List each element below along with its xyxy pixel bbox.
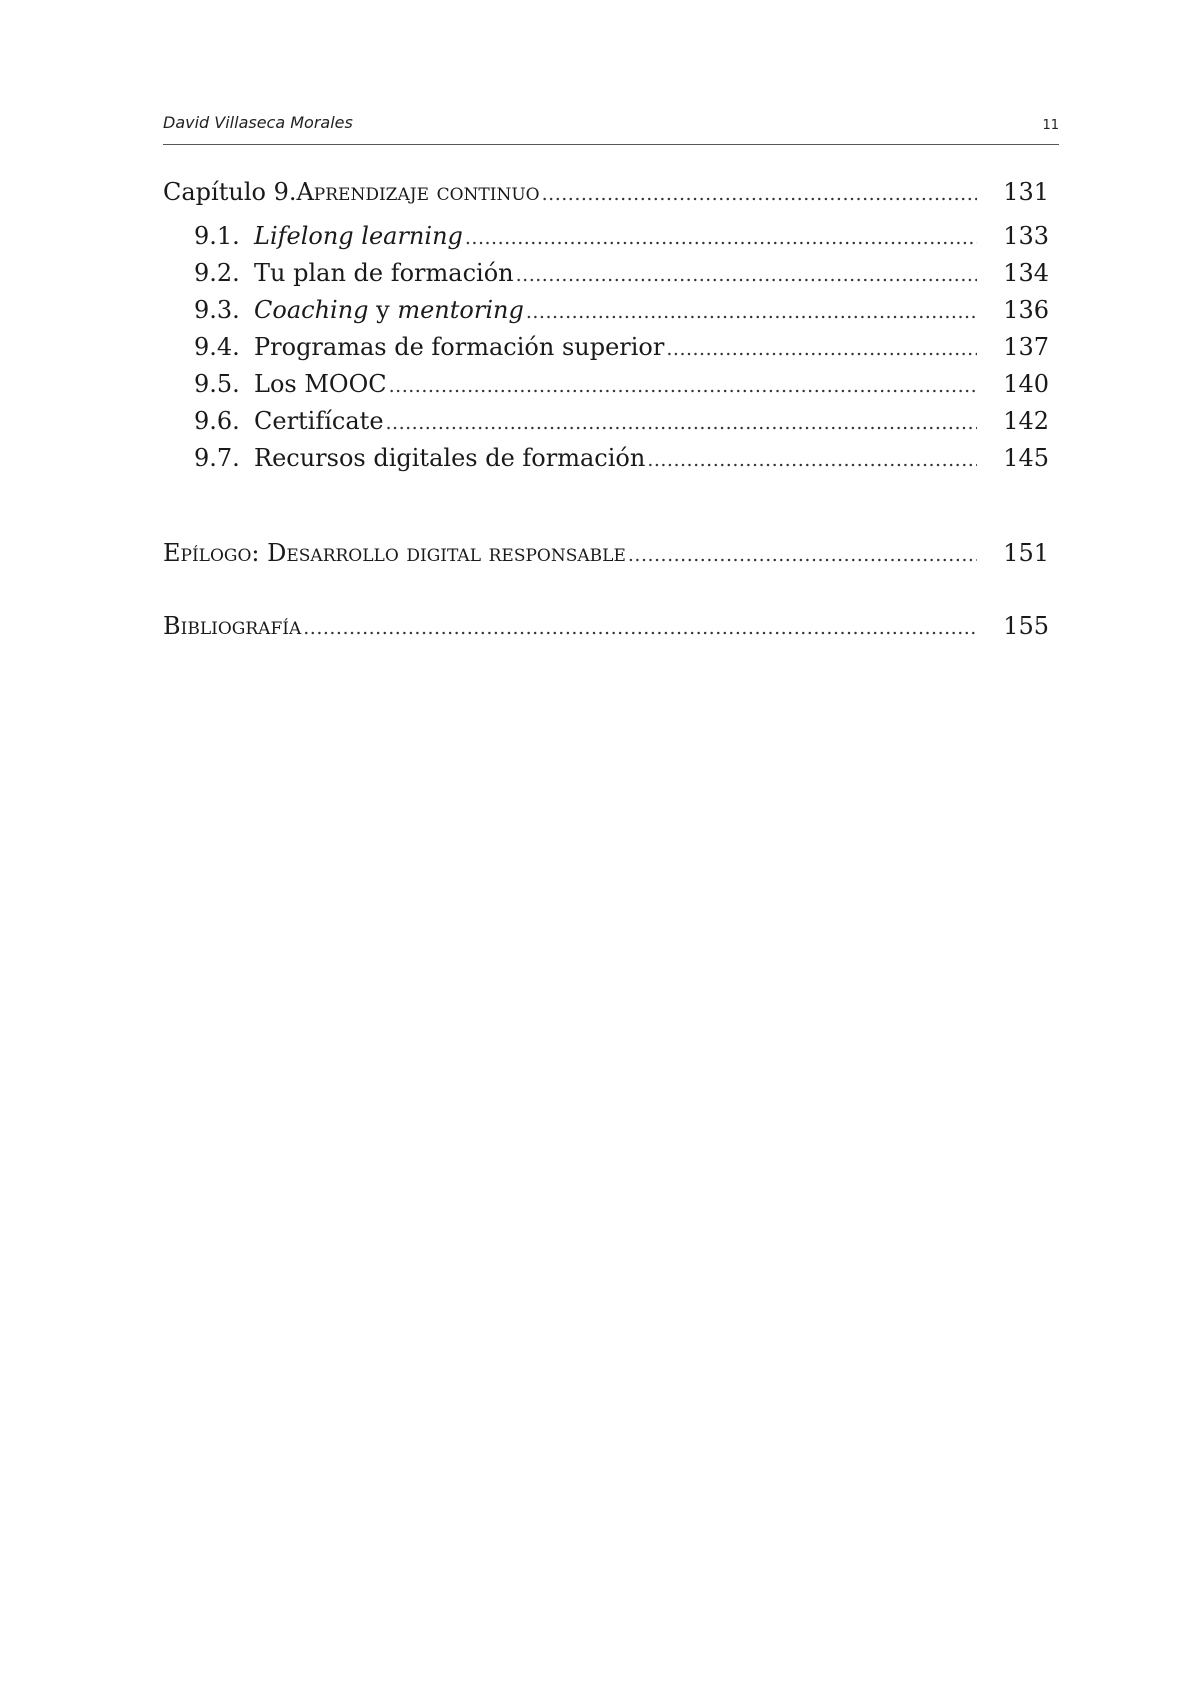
toc-section-title-part: mentoring [397, 296, 524, 324]
toc-page-number: 142 [1003, 407, 1049, 435]
toc-section-title-part: Coaching [254, 296, 369, 324]
toc-bibliography-title: Bibliografía [163, 612, 302, 640]
dot-leader [666, 338, 977, 360]
toc-page-number: 145 [1003, 444, 1049, 472]
dot-leader [526, 301, 977, 323]
toc-entry-9-1[interactable] [163, 222, 1049, 259]
toc-entry-9-6[interactable] [163, 407, 1049, 444]
toc-section-number: 9.6. [194, 407, 240, 435]
toc-page-number: 155 [1003, 612, 1049, 640]
toc-section-title: Recursos digitales de formación [254, 444, 646, 472]
toc-section-title: Lifelong learning [254, 222, 463, 250]
toc-section-number: 9.3. [194, 296, 240, 324]
toc-entry-9-2[interactable] [163, 259, 1049, 296]
toc-entry-chapter-9[interactable] [163, 178, 1049, 222]
toc-epilogue-title: Epílogo: Desarrollo digital responsable [163, 539, 626, 567]
toc-section-title: Los MOOC [254, 370, 387, 398]
toc-chapter-title: Aprendizaje continuo [296, 178, 540, 206]
dot-leader [386, 412, 977, 434]
toc-entry-9-4[interactable] [163, 333, 1049, 370]
running-header [163, 112, 1059, 145]
toc-section-number: 9.5. [194, 370, 240, 398]
dot-leader [542, 183, 977, 205]
dot-leader [389, 375, 977, 397]
toc-section-title: Certifícate [254, 407, 384, 435]
toc-page-number: 151 [1003, 539, 1049, 567]
toc-entry-9-3[interactable] [163, 296, 1049, 333]
toc-page-number: 134 [1003, 259, 1049, 287]
toc-page-number: 140 [1003, 370, 1049, 398]
toc-entry-epilogue[interactable] [163, 539, 1049, 576]
toc-section-number: 9.7. [194, 444, 240, 472]
toc-section-title: Tu plan de formación [254, 259, 514, 287]
toc-page-number: 131 [1003, 178, 1049, 206]
toc-section-number: 9.4. [194, 333, 240, 361]
dot-leader [628, 544, 977, 566]
toc-page-number: 137 [1003, 333, 1049, 361]
dot-leader [647, 449, 977, 471]
table-of-contents [163, 178, 1049, 649]
dot-leader [303, 617, 977, 639]
toc-section-title-part: y [368, 296, 398, 324]
toc-entry-bibliography[interactable] [163, 612, 1049, 649]
dot-leader [516, 264, 977, 286]
toc-chapter-prefix: Capítulo 9. [163, 178, 297, 206]
toc-section-number: 9.1. [194, 222, 240, 250]
toc-section-number: 9.2. [194, 259, 240, 287]
toc-entry-9-7[interactable] [163, 444, 1049, 481]
toc-page-number: 133 [1003, 222, 1049, 250]
dot-leader [465, 227, 977, 249]
toc-entry-9-5[interactable] [163, 370, 1049, 407]
header-author: David Villaseca Morales [163, 113, 353, 132]
toc-section-title: Programas de formación superior [254, 333, 665, 361]
header-page-number: 11 [1042, 118, 1059, 133]
toc-page-number: 136 [1003, 296, 1049, 324]
